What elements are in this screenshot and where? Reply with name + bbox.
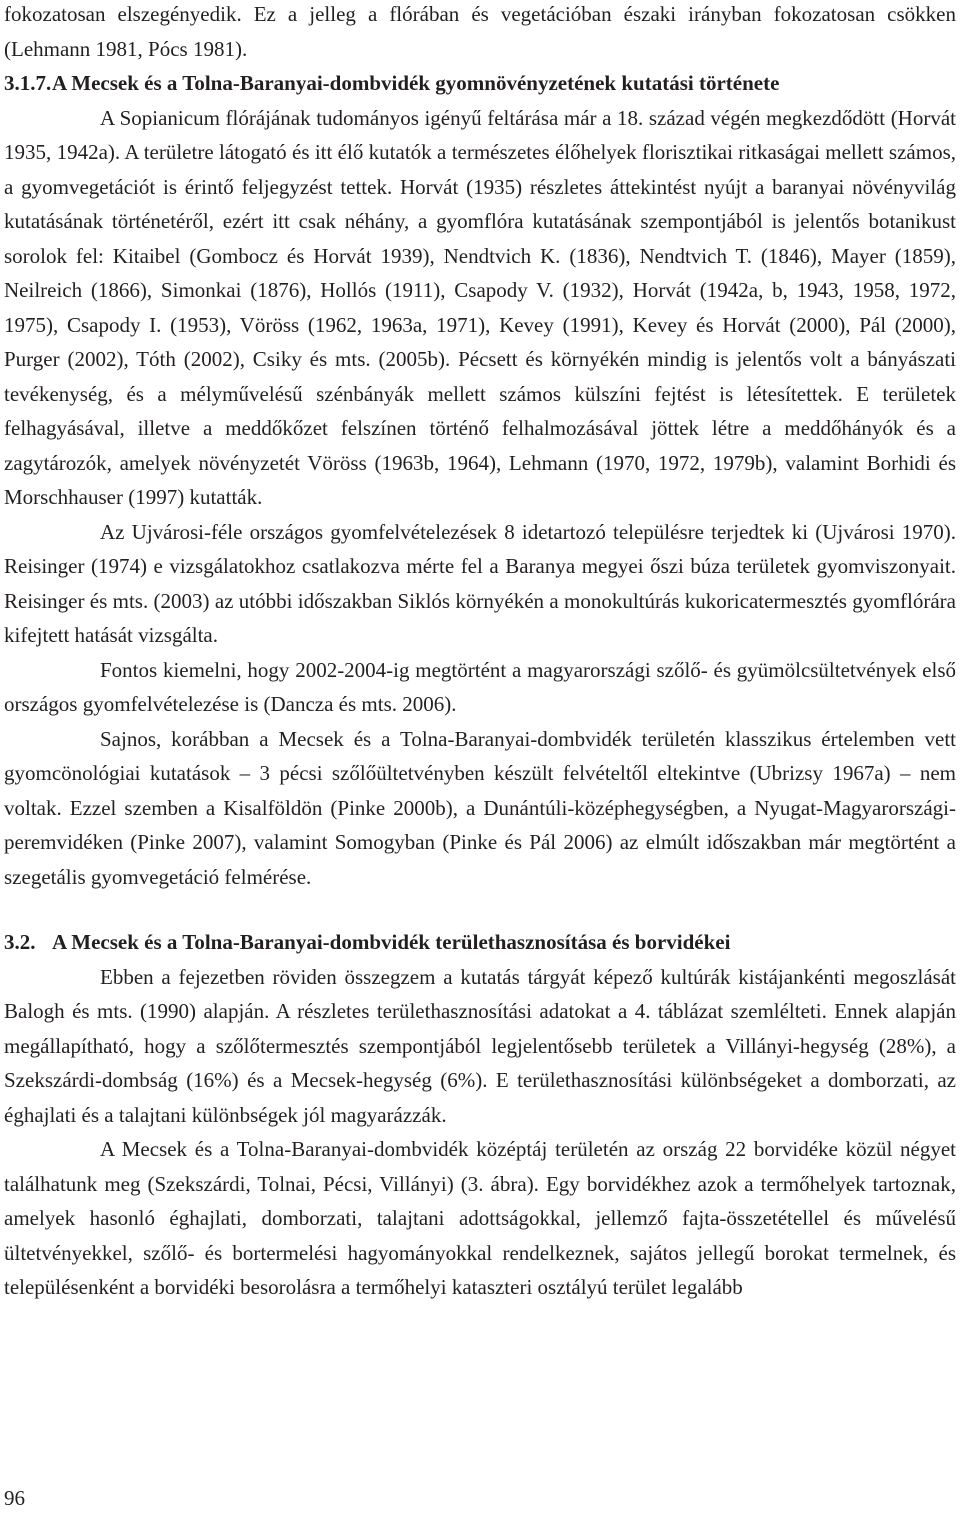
paragraph: Fontos kiemelni, hogy 2002-2004-ig megtörtént a magyarországi szőlő- és gyümölcsültetvények első országos gyomfelvételezése is (Dancza és mts. 2006).	[4, 657, 956, 716]
section-heading-3-2	[4, 925, 956, 960]
intro-paragraph: fokozatosan elszegényedik. Ez a jelleg a flórában és vegetációban északi irányban fokozatosan csökken (Lehmann 1981, Pócs 1981).	[4, 2, 956, 61]
paragraph: Ebben a fejezetben röviden összegzem a kutatás tárgyát képező kultúrák kistájankénti megoszlását Balogh és mts. (1990) alapján. A részletes területhasznosítási adatokat a 4. táblázat szemlélteti. Ennek alapján megállapítható, hogy a szőlőtermesztés szempontjából legjelentősebb területek a Villányi-hegység (28%), a Szekszárdi-dombság (16%) és a Mecsek-hegység (6%). E területhasznosítási különbségeket a domborzati, az éghajlati és a talajtani különbségek jól magyarázzák.	[4, 964, 956, 1127]
section-heading-3-1-7	[4, 66, 956, 101]
paragraph: Sajnos, korábban a Mecsek és a Tolna-Baranyai-dombvidék területén klasszikus értelemben vett gyomcönológiai kutatások – 3 pécsi szőlőültetvényben készült felvételtől eltekintve (Ubrizsy 1967a) – nem voltak. Ezzel szemben a Kisalföldön (Pinke 2000b), a Dunántúli-középhegységben, a Nyugat-Magyarországi-peremvidéken (Pinke 2007), valamint Somogyban (Pinke és Pál 2006) az elmúlt időszakban már megtörtént a szegetális gyomvegetáció felmérése.	[4, 726, 956, 889]
page-number: 96	[4, 1486, 25, 1510]
paragraph: Az Ujvárosi-féle országos gyomfelvételezések 8 idetartozó településre terjedtek ki (Ujvárosi 1970). Reisinger (1974) e vizsgálatokhoz csatlakozva mérte fel a Baranya megyei őszi búza területek gyomviszonyait. Reisinger és mts. (2003) az utóbbi időszakban Siklós környékén a monokultúrás kukoricatermesztés gyomflórára kifejtett hatását vizsgálta.	[4, 519, 956, 647]
document-page	[4, 0, 956, 1305]
paragraph: A Mecsek és a Tolna-Baranyai-dombvidék középtáj területén az ország 22 borvidéke közül négyet találhatunk meg (Szekszárdi, Tolnai, Pécsi, Villányi) (3. ábra). Egy borvidékhez azok a termőhelyek tartoznak, amelyek hasonló éghajlati, domborzati, talajtani adottságokkal, jellemző fajta-összetétellel és művelésű ültetvényekkel, szőlő- és bortermelési hagyományokkal rendelkeznek, sajátos jellegű borokat termelnek, és településenként a borvidéki besorolásra a termőhelyi kataszteri osztályú terület legalább	[4, 1137, 956, 1299]
section-title: A Mecsek és a Tolna-Baranyai-dombvidék területhasznosítása és borvidékei	[52, 930, 731, 954]
section-title: A Mecsek és a Tolna-Baranyai-dombvidék gyomnövényzetének kutatási története	[52, 71, 780, 95]
section-number: 3.1.7.	[4, 71, 52, 95]
section-number: 3.2.	[4, 930, 36, 954]
section-spacer	[4, 894, 956, 925]
paragraph: A Sopianicum flórájának tudományos igényű feltárása már a 18. század végén megkezdődött (Horvát 1935, 1942a). A területre látogató és itt élő kutatók a természetes élőhelyek florisztikai ritkaságai mellett számos, a gyomvegetációt is érintő feljegyzést tettek. Horvát (1935) részletes áttekintést nyújt a baranyai növényvilág kutatásának történetéről, ezért itt csak néhány, a gyomflóra kutatásának szempontjából is jelentős botanikust sorolok fel: Kitaibel (Gombocz és Horvát 1939), Nendtvich K. (1836), Nendtvich T. (1846), Mayer (1859), Neilreich (1866), Simonkai (1876), Hollós (1911), Csapody V. (1932), Horvát (1942a, b, 1943, 1958, 1972, 1975), Csapody I. (1953), Vöröss (1962, 1963a, 1971), Kevey (1991), Kevey és Horvát (2000), Pál (2000), Purger (2002), Tóth (2002), Csiky és mts. (2005b). Pécsett és környékén mindig is jelentős volt a bányászati tevékenység, és a mélyművelésű szénbányák mellett számos külszíni fejtést is létesítettek. E területek felhagyásával, illetve a meddőkőzet felszínen történő felhalmozásával jöttek létre a meddőhányók és a zagytározók, amelyek növényzetét Vöröss (1963b, 1964), Lehmann (1970, 1972, 1979b), valamint Borhidi és Morschhauser (1997) kutatták.	[4, 105, 956, 509]
